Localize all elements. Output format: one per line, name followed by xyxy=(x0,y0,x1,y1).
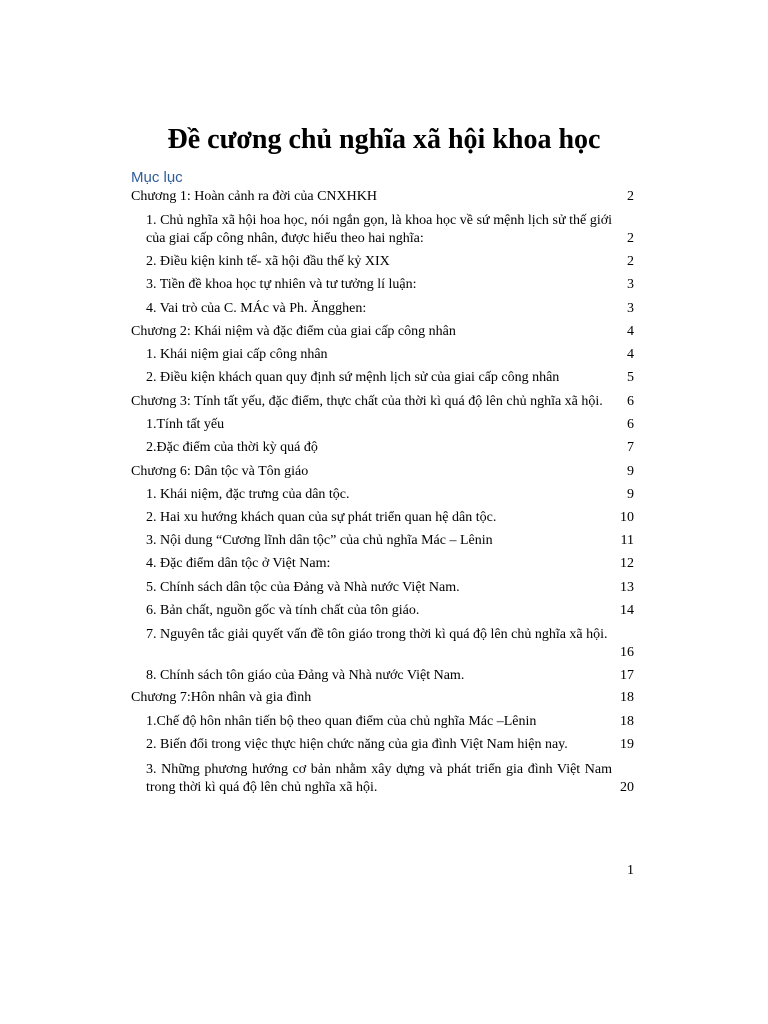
toc-entry-6-7[interactable]: 7. Nguyên tắc giải quyết vấn đề tôn giáo trong thời kì quá độ lên chủ nghĩa xã hội. 16 xyxy=(146,627,634,660)
toc-entry-chapter-1[interactable]: Chương 1: Hoàn cảnh ra đời của CNXHKH 2 xyxy=(131,189,634,204)
toc-page-number: 11 xyxy=(620,533,634,548)
toc-page-number: 4 xyxy=(627,347,634,362)
toc-entry-7-2[interactable]: 2. Biến đổi trong việc thực hiện chức năng của gia đình Việt Nam hiện nay. 19 xyxy=(146,737,634,752)
document-title: Đề cương chủ nghĩa xã hội khoa học xyxy=(167,124,601,155)
toc-entry-1-1[interactable]: 1. Chủ nghĩa xã hội hoa học, nói ngắn gọn, là khoa học về sứ mệnh lịch sử thế giới của giai cấp công nhân, được hiểu theo hai nghĩa: 2 xyxy=(146,213,634,246)
toc-page-number: 19 xyxy=(620,737,634,752)
toc-page-number: 12 xyxy=(620,556,634,571)
toc-page-number: 3 xyxy=(627,301,634,316)
toc-page-number: 2 xyxy=(627,254,634,269)
toc-entry-6-1[interactable]: 1. Khái niệm, đặc trưng của dân tộc. 9 xyxy=(146,487,634,502)
toc-page-number: 2 xyxy=(627,189,634,204)
toc-entry-6-2[interactable]: 2. Hai xu hướng khách quan của sự phát triển quan hệ dân tộc. 10 xyxy=(146,510,634,525)
toc-entry-6-8[interactable]: 8. Chính sách tôn giáo của Đảng và Nhà nước Việt Nam. 17 xyxy=(146,668,634,683)
toc-entry-2-1[interactable]: 1. Khái niệm giai cấp công nhân 4 xyxy=(146,347,634,362)
toc-page-number: 4 xyxy=(627,324,634,339)
toc-entry-6-6[interactable]: 6. Bản chất, nguồn gốc và tính chất của tôn giáo. 14 xyxy=(146,603,634,618)
toc-entry-chapter-7[interactable]: Chương 7:Hôn nhân và gia đình 18 xyxy=(131,690,634,705)
toc-page-number: 10 xyxy=(620,510,634,525)
toc-page-number: 2 xyxy=(627,231,634,246)
toc-entry-1-3[interactable]: 3. Tiền đề khoa học tự nhiên và tư tưởng lí luận: 3 xyxy=(146,277,634,292)
toc-entry-chapter-2[interactable]: Chương 2: Khái niệm và đặc điểm của giai cấp công nhân 4 xyxy=(131,324,634,339)
toc-page-number: 18 xyxy=(620,690,634,705)
toc-page-number: 7 xyxy=(627,440,634,455)
toc-heading: Mục lục xyxy=(131,169,183,186)
toc-entry-1-4[interactable]: 4. Vai trò của C. MÁc và Ph. Ăngghen: 3 xyxy=(146,301,634,316)
toc-page-number: 9 xyxy=(627,464,634,479)
toc-entry-3-1[interactable]: 1.Tính tất yếu 6 xyxy=(146,417,634,432)
toc-page-number: 18 xyxy=(620,714,634,729)
toc-entry-chapter-3[interactable]: Chương 3: Tính tất yếu, đặc điểm, thực chất của thời kì quá độ lên chủ nghĩa xã hội. 6 xyxy=(131,394,634,409)
toc-entry-7-3[interactable]: 3. Những phương hướng cơ bản nhằm xây dựng và phát triển gia đình Việt Nam trong thời kì quá độ lên chủ nghĩa xã hội. 20 xyxy=(146,762,634,795)
toc-page-number: 6 xyxy=(627,394,634,409)
toc-entry-1-2[interactable]: 2. Điều kiện kinh tế- xã hội đầu thế kỷ XIX 2 xyxy=(146,254,634,269)
toc-page-number: 5 xyxy=(627,370,634,385)
toc-page-number: 3 xyxy=(627,277,634,292)
toc-page-number: 14 xyxy=(620,603,634,618)
toc-page-number: 16 xyxy=(620,645,634,660)
toc-entry-2-2[interactable]: 2. Điều kiện khách quan quy định sứ mệnh lịch sử của giai cấp công nhân 5 xyxy=(146,370,634,385)
toc-page-number: 6 xyxy=(627,417,634,432)
toc-entry-chapter-6[interactable]: Chương 6: Dân tộc và Tôn giáo 9 xyxy=(131,464,634,479)
toc-page-number: 17 xyxy=(620,668,634,683)
toc-entry-6-4[interactable]: 4. Đặc điểm dân tộc ở Việt Nam: 12 xyxy=(146,556,634,571)
toc-page-number: 9 xyxy=(627,487,634,502)
toc-page-number: 20 xyxy=(620,780,634,795)
toc-entry-7-1[interactable]: 1.Chế độ hôn nhân tiến bộ theo quan điểm của chủ nghĩa Mác –Lênin 18 xyxy=(146,714,634,729)
toc-entry-6-5[interactable]: 5. Chính sách dân tộc của Đảng và Nhà nước Việt Nam. 13 xyxy=(146,580,634,595)
toc-entry-6-3[interactable]: 3. Nội dung “Cương lĩnh dân tộc” của chủ nghĩa Mác – Lênin 11 xyxy=(146,533,634,548)
toc-page-number: 13 xyxy=(620,580,634,595)
page-number: 1 xyxy=(627,863,634,878)
toc-entry-3-2[interactable]: 2.Đặc điểm của thời kỳ quá độ 7 xyxy=(146,440,634,455)
